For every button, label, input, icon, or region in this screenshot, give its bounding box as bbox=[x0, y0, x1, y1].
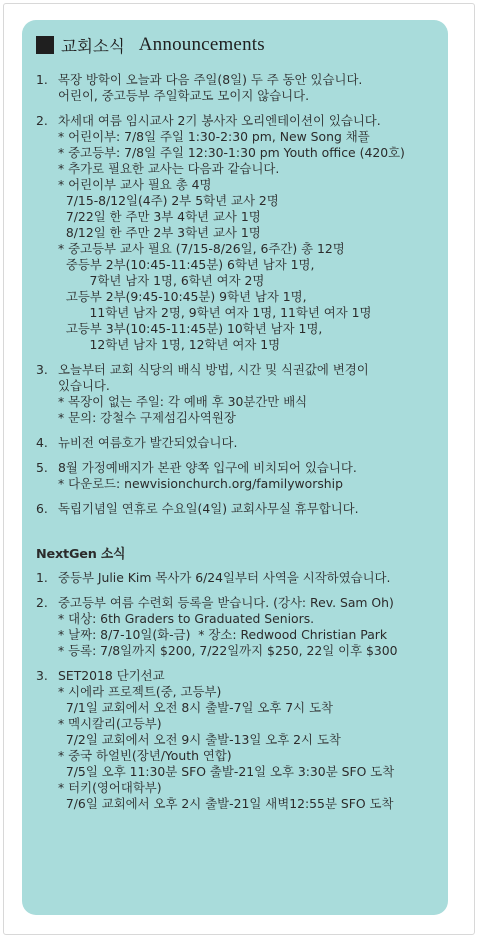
item-text: * 목장이 없는 주일: 각 예배 후 30분간만 배식 bbox=[58, 394, 308, 409]
item-text: 7/5일 오후 11:30분 SFO 출발-21일 오후 3:30분 SFO 도착 bbox=[58, 764, 395, 779]
item-indent bbox=[36, 129, 58, 145]
item-indent bbox=[36, 145, 58, 161]
item-text: 중등부 Julie Kim 목사가 6/24일부터 사역을 시작하였습니다. bbox=[58, 570, 391, 585]
item-text: * 다운로드: newvisionchurch.org/familyworship bbox=[58, 476, 343, 491]
item-text: * 문의: 강철수 구제섬김사역원장 bbox=[58, 410, 236, 425]
announcement-item bbox=[36, 501, 442, 517]
item-text: 어린이, 중고등부 주일학교도 모이지 않습니다. bbox=[58, 88, 310, 103]
item-indent bbox=[36, 305, 58, 321]
announcement-item bbox=[36, 72, 442, 104]
item-number: 3. bbox=[36, 668, 48, 683]
item-indent bbox=[36, 273, 58, 289]
item-text: * 어린이부 교사 필요 총 4명 bbox=[58, 177, 212, 192]
item-indent bbox=[36, 611, 58, 627]
item-text: 독립기념일 연휴로 수요일(4일) 교회사무실 휴무합니다. bbox=[58, 501, 359, 516]
item-text: 있습니다. bbox=[58, 378, 110, 393]
item-text: 차세대 여름 임시교사 2기 봉사자 오리엔테이션이 있습니다. bbox=[58, 113, 381, 128]
item-indent bbox=[36, 732, 58, 748]
item-text: 8/12일 한 주만 2부 3학년 교사 1명 bbox=[58, 225, 261, 240]
item-text: 7/22일 한 주만 3부 4학년 교사 1명 bbox=[58, 209, 261, 224]
item-text: * 어린이부: 7/8일 주일 1:30-2:30 pm, New Song 채플 bbox=[58, 129, 370, 144]
item-text: 목장 방학이 오늘과 다음 주일(8일) 두 주 동안 있습니다. bbox=[58, 72, 363, 87]
item-indent bbox=[36, 289, 58, 305]
item-indent bbox=[36, 394, 58, 410]
item-text: 고등부 2부(9:45-10:45분) 9학년 남자 1명, bbox=[58, 289, 307, 304]
card-title bbox=[36, 32, 442, 58]
item-text: * 등록: 7/8일까지 $200, 7/22일까지 $250, 22일 이후 $300 bbox=[58, 643, 398, 658]
announcement-list bbox=[36, 72, 442, 517]
item-text: 12학년 남자 1명, 12학년 여자 1명 bbox=[58, 337, 281, 352]
item-indent bbox=[36, 161, 58, 177]
announcement-item bbox=[36, 113, 442, 353]
item-text: 중등부 2부(10:45-11:45분) 6학년 남자 1명, bbox=[58, 257, 315, 272]
item-number: 5. bbox=[36, 460, 48, 475]
nextgen-list bbox=[36, 570, 442, 812]
item-text: 뉴비전 여름호가 발간되었습니다. bbox=[58, 435, 238, 450]
square-bullet-icon bbox=[36, 36, 54, 54]
item-indent bbox=[36, 764, 58, 780]
item-text: * 터키(영어대학부) bbox=[58, 780, 162, 795]
item-text: * 추가로 필요한 교사는 다음과 같습니다. bbox=[58, 161, 280, 176]
announcement-item bbox=[36, 460, 442, 492]
item-text: 7/2일 교회에서 오전 9시 출발-13일 오후 2시 도착 bbox=[58, 732, 341, 747]
item-text: * 날짜: 8/7-10일(화-금) * 장소: Redwood Christian Park bbox=[58, 627, 388, 642]
item-text: * 멕시칼리(고등부) bbox=[58, 716, 162, 731]
item-text: 11학년 남자 2명, 9학년 여자 1명, 11학년 여자 1명 bbox=[58, 305, 372, 320]
item-indent bbox=[36, 378, 58, 394]
item-indent bbox=[36, 193, 58, 209]
item-indent bbox=[36, 410, 58, 426]
announcement-item bbox=[36, 435, 442, 451]
item-text: 8월 가정예배지가 본관 양쪽 입구에 비치되어 있습니다. bbox=[58, 460, 357, 475]
announcement-item bbox=[36, 570, 442, 586]
nextgen-title: NextGen 소식 bbox=[36, 547, 126, 562]
item-text: SET2018 단기선교 bbox=[58, 668, 165, 683]
title-english: Announcements bbox=[138, 34, 265, 55]
item-indent bbox=[36, 209, 58, 225]
item-number: 3. bbox=[36, 362, 48, 377]
title-korean: 교회소식 bbox=[61, 37, 125, 56]
item-text: 중고등부 여름 수련회 등록을 받습니다. (강사: Rev. Sam Oh) bbox=[58, 595, 394, 610]
item-text: * 대상: 6th Graders to Graduated Seniors. bbox=[58, 611, 315, 626]
item-indent bbox=[36, 321, 58, 337]
item-number: 2. bbox=[36, 113, 48, 128]
item-number: 2. bbox=[36, 595, 48, 610]
item-text: 7/6일 교회에서 오후 2시 출발-21일 새벽12:55분 SFO 도착 bbox=[58, 796, 394, 811]
item-number: 1. bbox=[36, 72, 48, 87]
item-indent bbox=[36, 700, 58, 716]
item-indent bbox=[36, 796, 58, 812]
item-text: 7학년 남자 1명, 6학년 여자 2명 bbox=[58, 273, 265, 288]
item-text: 7/15-8/12일(4주) 2부 5학년 교사 2명 bbox=[58, 193, 279, 208]
item-text: * 중고등부 교사 필요 (7/15-8/26일, 6주간) 총 12명 bbox=[58, 241, 345, 256]
item-text: 7/1일 교회에서 오전 8시 출발-7일 오후 7시 도착 bbox=[58, 700, 334, 715]
announcements-card bbox=[22, 20, 448, 915]
item-number: 4. bbox=[36, 435, 48, 450]
item-indent bbox=[36, 627, 58, 643]
item-text: 고등부 3부(10:45-11:45분) 10학년 남자 1명, bbox=[58, 321, 323, 336]
announcement-item bbox=[36, 595, 442, 659]
item-indent bbox=[36, 780, 58, 796]
item-indent bbox=[36, 476, 58, 492]
item-indent bbox=[36, 684, 58, 700]
item-text: * 중고등부: 7/8일 주일 12:30-1:30 pm Youth office (420호) bbox=[58, 145, 405, 160]
item-number: 6. bbox=[36, 501, 48, 516]
item-indent bbox=[36, 716, 58, 732]
item-indent bbox=[36, 748, 58, 764]
item-indent bbox=[36, 337, 58, 353]
item-indent bbox=[36, 643, 58, 659]
item-indent bbox=[36, 88, 58, 104]
item-text: * 중국 하얼빈(장년/Youth 연합) bbox=[58, 748, 232, 763]
item-text: * 시에라 프로젝트(중, 고등부) bbox=[58, 684, 222, 699]
item-indent bbox=[36, 257, 58, 273]
announcement-item bbox=[36, 668, 442, 812]
item-indent bbox=[36, 241, 58, 257]
item-indent bbox=[36, 225, 58, 241]
item-number: 1. bbox=[36, 570, 48, 585]
announcement-item bbox=[36, 362, 442, 426]
item-indent bbox=[36, 177, 58, 193]
item-text: 오늘부터 교회 식당의 배식 방법, 시간 및 식권값에 변경이 bbox=[58, 362, 369, 377]
